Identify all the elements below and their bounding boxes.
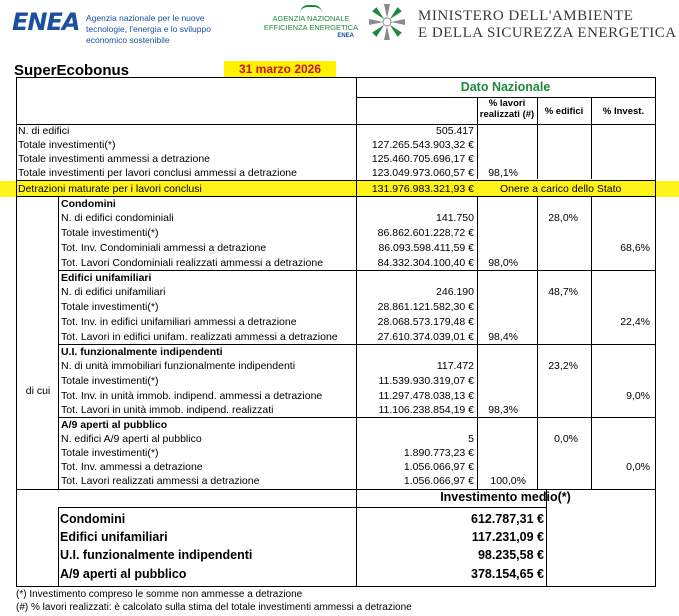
group-row-label: Tot. Lavori in edifici unifam. realizzati ammessi a detrazione: [61, 331, 338, 343]
group-row-label: N. di edifici unifamiliari: [61, 286, 166, 298]
group-row-label: N. edifici A/9 aperti al pubblico: [61, 433, 202, 445]
group-row-value: 1.056.066,97 €: [403, 461, 474, 473]
group-row-label: Tot. Lavori Condominiali realizzati ammessi a detrazione: [61, 257, 324, 269]
average-label: Condomini: [60, 512, 126, 526]
group-row-value: 117.472: [436, 360, 474, 372]
footnote-investimento: (*) Investimento compreso le somme non ammesse a detrazione: [16, 589, 303, 600]
average-label: U.I. funzionalmente indipendenti: [60, 548, 253, 562]
group-row-value: 5: [468, 433, 474, 445]
group-row-value: 1.890.773,23 €: [403, 447, 474, 459]
footnote-lavori: (#) % lavori realizzati: è calcolato sulla stima del totale investimenti ammessi a detrazione: [16, 602, 412, 613]
col-header-edifici: % edifici: [544, 106, 584, 117]
group-row-invest: 22,4%: [620, 316, 650, 328]
group-row-label: Tot. Inv. in unità immob. indipend. ammessi a detrazione: [61, 390, 323, 402]
group-title: A/9 aperti al pubblico: [61, 419, 168, 431]
efficiency-agency-logo: [262, 5, 360, 41]
average-title: Investimento medio(*): [440, 490, 571, 504]
enea-logo: ENEA: [12, 8, 80, 36]
group-row-value: 11.539.930.319,07 €: [378, 375, 474, 387]
di-cui-label: di cui: [25, 385, 51, 397]
dato-nazionale-header: Dato Nazionale: [460, 80, 551, 94]
detrazioni-label: Detrazioni maturate per i lavori conclusi: [18, 183, 202, 195]
group-row-value: 86.093.598.411,59 €: [378, 242, 474, 254]
efficiency-agency-mini: ENEA: [337, 33, 354, 39]
ministry-line2: E DELLA SICUREZZA ENERGETICA: [418, 25, 677, 41]
group-row-lavori: 98,4%: [488, 331, 518, 343]
group-row-label: Totale investimenti(*): [61, 227, 159, 239]
national-value: 127.265.543.903,32 €: [371, 139, 474, 151]
national-value: 505.417: [436, 125, 474, 137]
national-lavori: 98,1%: [488, 167, 518, 179]
group-row-edifici: 48,7%: [548, 286, 578, 298]
group-row-label: Tot. Inv. ammessi a detrazione: [61, 461, 203, 473]
group-row-value: 1.056.066,97 €: [403, 475, 474, 487]
group-row-invest: 68,6%: [620, 242, 650, 254]
table-hline-national: [16, 180, 656, 181]
ministry-line1: MINISTERO DELL'AMBIENTE: [418, 8, 634, 24]
group-row-value: 27.610.374.039,01 €: [377, 331, 474, 343]
national-value: 123.049.973.060,57 €: [371, 167, 474, 179]
efficiency-agency-text: AGENZIA NAZIONALE EFFICIENZA ENERGETICA: [263, 14, 359, 32]
table-hline-header: [16, 124, 656, 125]
average-value: 612.787,31 €: [471, 512, 544, 526]
group-row-label: N. di edifici condominiali: [61, 212, 174, 224]
group-row-invest: 9,0%: [626, 390, 650, 402]
group-row-edifici: 0,0%: [554, 433, 578, 445]
group-row-lavori: 98,0%: [488, 257, 518, 269]
group-row-lavori: 100,0%: [490, 475, 526, 487]
ministry-name: [418, 8, 677, 42]
group-row-value: 84.332.304.100,40 €: [377, 257, 474, 269]
enea-subtitle: Agenzia nazionale per le nuove tecnologie, l'energia e lo sviluppo economico sostenibile: [86, 13, 211, 45]
group-row-label: Tot. Inv. in edifici unifamiliari ammessi a detrazione: [61, 316, 297, 328]
national-label: N. di edifici: [18, 125, 70, 137]
detrazioni-value: 131.976.983.321,93 €: [371, 183, 474, 195]
page-header: [0, 0, 679, 52]
group-row-label: Totale investimenti(*): [61, 447, 159, 459]
group-row-edifici: 28,0%: [548, 212, 578, 224]
average-value: 98.235,58 €: [477, 548, 544, 562]
group-row-label: Tot. Lavori in unità immob. indipend. realizzati: [61, 404, 274, 416]
average-value: 117.231,09 €: [471, 530, 544, 544]
report-date: 31 marzo 2026: [224, 61, 336, 77]
group-row-edifici: 23,2%: [548, 360, 578, 372]
efficiency-arc-icon: [300, 5, 322, 13]
table-vline-avg: [58, 507, 59, 586]
national-label: Totale investimenti(*): [18, 139, 116, 151]
group-row-label: N. di unità immobiliari funzionalmente indipendenti: [61, 360, 296, 372]
group-title: Condomini: [61, 198, 116, 210]
average-value: 378.154,65 €: [471, 567, 544, 581]
group-row-value: 246.190: [436, 286, 474, 298]
group-row-label: Totale investimenti(*): [61, 301, 159, 313]
group-row-invest: 0,0%: [626, 461, 650, 473]
page-title: SuperEcobonus: [14, 62, 130, 79]
group-row-value: 11.297.478.038,13 €: [378, 390, 474, 402]
ministry-emblem-icon: [367, 2, 407, 42]
col-header-invest: % Invest.: [602, 106, 645, 117]
detrazioni-note: Onere a carico dello Stato: [500, 183, 622, 195]
group-row-value: 86.862.601.228,72 €: [377, 227, 474, 239]
col-header-lavori: % lavori realizzati (#): [479, 98, 535, 120]
national-label: Totale investimenti ammessi a detrazione: [18, 153, 211, 165]
group-row-lavori: 98,3%: [488, 404, 518, 416]
group-row-label: Tot. Lavori realizzati ammessi a detrazione: [61, 475, 260, 487]
group-row-value: 11.106.238.854,19 €: [378, 404, 474, 416]
national-value: 125.460.705.696,17 €: [371, 153, 474, 165]
table-vline-dicui: [58, 197, 59, 489]
national-label: Totale investimenti per lavori conclusi ammessi a detrazione: [18, 167, 297, 179]
group-title: U.I. funzionalmente indipendenti: [61, 346, 223, 358]
group-row-label: Totale investimenti(*): [61, 375, 159, 387]
average-label: Edifici unifamiliari: [60, 530, 168, 544]
group-title: Edifici unifamiliari: [61, 272, 152, 284]
group-row-value: 28.861.121.582,30 €: [377, 301, 474, 313]
group-row-value: 141.750: [436, 212, 474, 224]
average-label: A/9 aperti al pubblico: [60, 567, 187, 581]
table-hline-avg-title: [58, 507, 546, 508]
group-row-label: Tot. Inv. Condominiali ammessi a detrazione: [61, 242, 267, 254]
group-row-value: 28.068.573.179,48 €: [377, 316, 474, 328]
